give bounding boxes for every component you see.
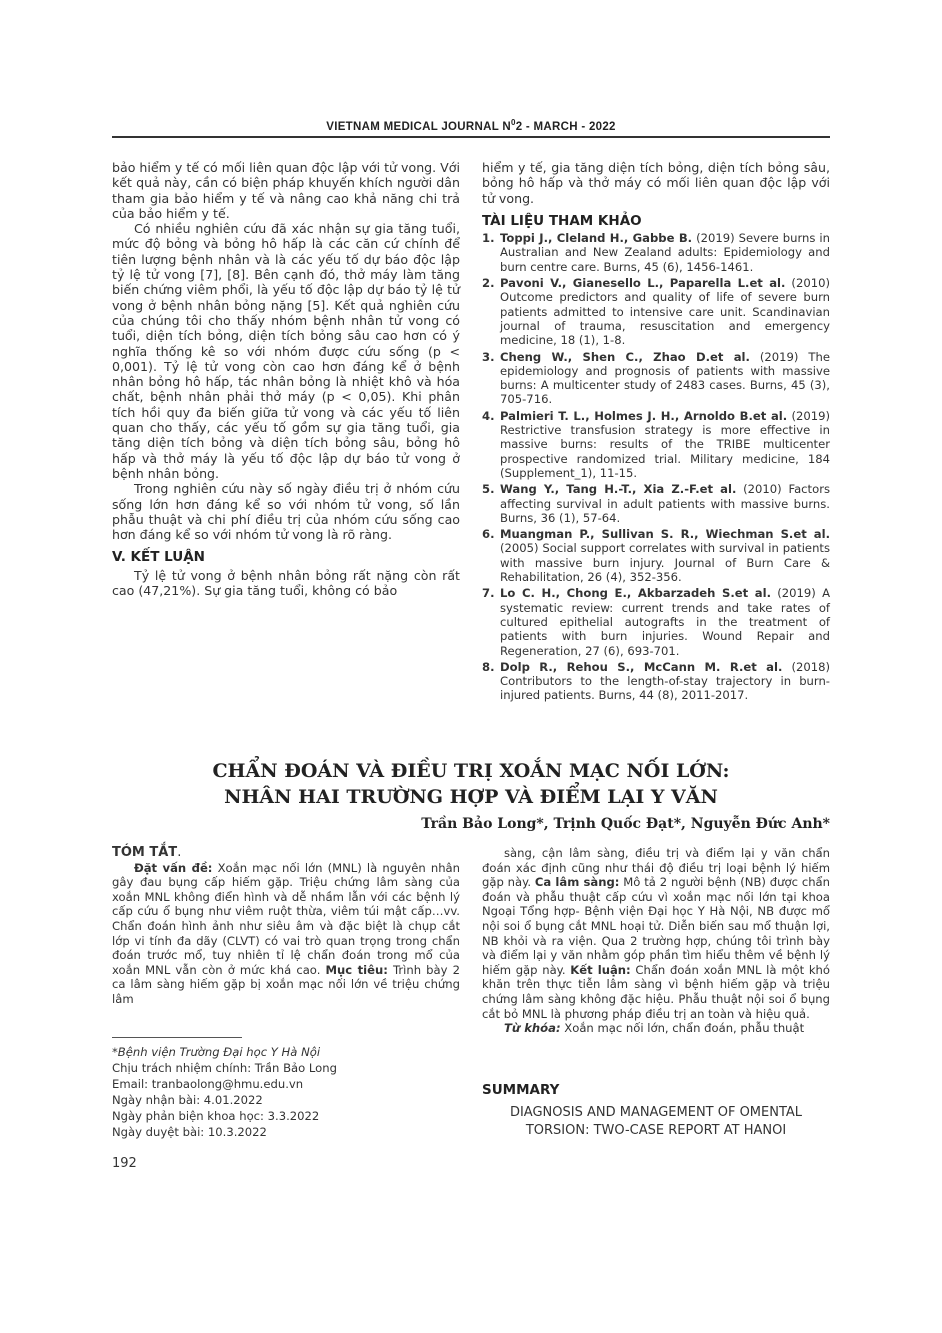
reference-details: (2019) A systematic review: current trends and take rates of cultured epithelial autografts in the treatment of patients with burn injuries. Wound Repair and Regeneration, 27 (6), 693-701. [500,586,830,658]
right-column [482,160,830,705]
summary-title [482,1104,830,1139]
article-title [112,758,830,810]
article-title-line-2: NHÂN HAI TRƯỜNG HỢP VÀ ĐIỂM LẠI Y VĂN [224,786,718,808]
reference-number: 3. [482,349,495,364]
reference-item [482,276,830,347]
reference-details: (2010) Factors affecting survival in adult patients with massive burns. Burns, 36 (1), 57-64. [500,482,830,525]
reference-authors: Cheng W., Shen C., Zhao D.et al. [500,349,750,364]
reference-item [482,660,830,703]
reference-number: 6. [482,527,495,542]
section-heading-references: TÀI LIỆU THAM KHẢO [482,212,642,229]
reference-text [500,350,830,407]
footnote-rule [112,1037,242,1038]
summary-heading: SUMMARY [482,1082,560,1098]
reference-authors: Palmieri T. L., Holmes J. H., Arnoldo B.et al. [500,408,788,423]
reference-text [500,276,830,347]
article-title-line-1: CHẨN ĐOÁN VÀ ĐIỀU TRỊ XOẮN MẠC NỐI LỚN: [212,760,730,782]
footnote-corresponding: Chịu trách nhiệm chính: Trần Bảo Long [112,1061,337,1075]
reference-text [500,586,830,657]
reference-details: (2005) Social support correlates with survival in patients with massive burn injury. Journal of Burn Care & Rehabilitation, 26 (4), 352-356. [500,541,830,585]
summary-title-line-2: TORSION: TWO-CASE REPORT AT HANOI [525,1122,787,1138]
reference-item [482,482,830,525]
reference-number: 5. [482,482,495,497]
reference-item [482,586,830,657]
page-number: 192 [112,1156,137,1171]
paragraph: Có nhiều nghiên cứu đã xác nhận sự gia tăng tuổi, mức độ bỏng và bỏng hô hấp là các căn cứ chính để tiên lượng bệnh nhân và là các yếu tố dự báo độc lập tỷ lệ tử vong [7], [8]. Bên cạnh đó, thở máy làm tăng biến chứng viêm phổi, là yếu tố độc lập dự báo tỷ lệ tử vong ở bệnh nhân bỏng nặng [5]. Kết quả nghiên cứu của chúng tôi cho thấy nhóm bệnh nhân tử vong có tuổi, diện tích bỏng, diện tích bỏng sâu cao hơn có ý nghĩa thống kê so với nhóm được cứu sống (p < 0,001). Tỷ lệ tử vong còn cao hơn đáng kể ở bệnh nhân bỏng hô hấp, tác nhân bỏng là nhiệt khô và hóa chất, bệnh nhân phải thở máy (p < 0,05). Khi phân tích hồi quy đa biến giữa tử vong và các yếu tố liên quan cho thấy, các yếu tố gồm sự gia tăng tuổi, gia tăng diện tích bỏng và diện tích bỏng sâu, bỏng hô hấp và thở máy là yếu tố độc lập dự báo tử vong ở bệnh nhân bỏng. [112,221,460,481]
abstract-label-cases: Ca lâm sàng: [534,875,620,890]
journal-running-header [112,118,830,133]
reference-text [500,231,830,274]
reference-authors: Toppi J., Cleland H., Gabbe B. [500,231,693,246]
reference-details: (2019) Restrictive transfusion strategy is more effective in massive burns: results of the TRIBE multicenter prospective randomized trial. Military medicine, 184 (Supplement_1), 11-15. [500,408,830,480]
reference-number: 2. [482,276,495,291]
reference-details: (2018) Contributors to the length-of-stay trajectory in burn-injured patients. Burns, 44 (8), 2011-2017. [500,659,830,703]
abstract-keywords [482,1021,830,1036]
paragraph: hiểm y tế, gia tăng diện tích bỏng, diện tích bỏng sâu, bỏng hô hấp và thở máy có mối liên quan độc lập với tử vong. [482,160,830,206]
abstract-paragraph [112,861,460,1007]
abstract-background-text: Xoắn mạc nối lớn (MNL) là nguyên nhân gây đau bụng cấp hiếm gặp. Triệu chứng lâm sàng của xoắn MNL không điển hình và dễ nhầm lẫn với các bệnh lý cấp cứu ổ bụng như viêm ruột thừa, viêm túi mật cấp…vv. Chẩn đoán hình ảnh như siêu âm và đặc biệt là chụp cắt lớp vi tính đa dãy (CLVT) có vai trò quan trọng trong chẩn đoán trước mổ, tuy nhiên tỉ lệ chẩn đoán trong mổ của xoắn MNL vẫn còn ở mức khá cao. [112,860,460,977]
article-authors: Trần Bảo Long*, Trịnh Quốc Đạt*, Nguyễn Đức Anh* [421,816,830,832]
abstract-left-column [112,846,460,1007]
footnotes [112,1044,460,1140]
reference-text [500,660,830,703]
reference-text [500,482,830,525]
summary-title-line-1: DIAGNOSIS AND MANAGEMENT OF OMENTAL [509,1105,803,1120]
reference-details: (2019) Severe burns in Australian and New Zealand adults: Epidemiology and burn centre care. Burns, 45 (6), 1456-1461. [500,231,830,274]
abstract-paragraph [482,846,830,1021]
reference-item [482,350,830,407]
reference-number: 4. [482,408,495,423]
abstract-right-column [482,846,830,1036]
abstract-heading [112,846,460,861]
section-heading-conclusion: V. KẾT LUẬN [112,549,205,566]
footnote-email: Email: tranbaolong@hmu.edu.vn [112,1077,304,1091]
reference-number: 7. [482,586,495,601]
abstract-conclusion-text: Chẩn đoán xoắn MNL là một khó khăn trên thực tiễn lâm sàng vì bệnh hiếm gặp và triệu chứng lâm sàng không đặc hiệu. Phẫu thuật nội soi ổ bụng cắt bỏ MNL là phương pháp điều trị an toàn và hiệu quả. [482,962,830,1021]
reference-details: (2010) Outcome predictors and quality of life of severe burn patients admitted to intensive care unit. Scandinavian journal of trauma, resuscitation and emergency medicine, 18 (1), 1-8. [500,276,830,348]
abstract-label-objective: Mục tiêu: [325,962,388,977]
journal-name: VIETNAM MEDICAL JOURNAL N [326,120,511,133]
reference-authors: Wang Y., Tang H.-T., Xia Z.-F.et al. [500,482,737,497]
abstract-label-background: Đặt vấn đề: [134,860,213,875]
reference-authors: Pavoni V., Gianesello L., Paparella L.et al. [500,276,786,291]
abstract-heading-dot: . [177,845,182,860]
abstract-label-conclusion: Kết luận: [570,962,631,977]
reference-text [500,527,830,584]
footnote-affiliation: *Bệnh viện Trường Đại học Y Hà Nội [112,1045,321,1059]
abstract-label-keywords: Từ khóa: [504,1021,561,1036]
reference-authors: Dolp R., Rehou S., McCann M. R.et al. [500,659,783,674]
reference-number: 8. [482,659,495,674]
left-column [112,160,460,598]
abstract-continuation-text: sàng, cận lâm sàng, điều trị và điểm lại y văn chẩn đoán xác định cũng như thái độ điều trị loại bệnh lý hiếm gặp này. [482,846,830,890]
paragraph: bảo hiểm y tế có mối liên quan độc lập với tử vong. Với kết quả này, cần có biện pháp khuyến khích người dân tham gia bảo hiểm y tế và nâng cao khả năng chi trả của bảo hiểm y tế. [112,160,460,221]
abstract-heading-text: TÓM TẮT [112,845,178,860]
abstract-objective-text: Trình bày 2 ca lâm sàng hiếm gặp bị xoắn mạc nối lớn về triệu chứng lâm [112,962,460,1006]
footnote-reviewed: Ngày phản biện khoa học: 3.3.2022 [112,1109,320,1123]
paragraph: Trong nghiên cứu này số ngày điều trị ở nhóm cứu sống lớn hơn đáng kể so với nhóm tử vong, số lần phẫu thuật và chi phí điều trị của nhóm cứu sống cao hơn đáng kể so với nhóm tử vong là rõ ràng. [112,481,460,543]
reference-item [482,231,830,274]
reference-number: 1. [482,231,495,246]
footnote-accepted: Ngày duyệt bài: 10.3.2022 [112,1125,267,1139]
reference-list [482,231,830,703]
reference-item [482,527,830,584]
header-rule [112,136,830,138]
abstract-keywords-text: Xoắn mạc nối lớn, chẩn đoán, phẫu thuật [560,1021,805,1036]
footnote-received: Ngày nhận bài: 4.01.2022 [112,1093,263,1107]
paragraph: Tỷ lệ tử vong ở bệnh nhân bỏng rất nặng còn rất cao (47,21%). Sự gia tăng tuổi, không có bảo [112,567,460,599]
reference-authors: Lo C. H., Chong E., Akbarzadeh S.et al. [500,586,771,601]
abstract-cases-text: Mô tả 2 người bệnh (NB) được chẩn đoán và phẫu thuật cấp cứu vì xoắn mạc nối lớn tại khoa Ngoại Tổng hợp- Bệnh viện Đại học Y Hà Nội, NB được mổ nội soi ổ bụng cắt MNL hoại tử. Diễn biến sau mổ thuận lợi, NB khỏi và ra viện. Qua 2 trường hợp, chúng tôi trình bày và điểm lại y văn nhằm góp phần tìm hiểu thêm về bệnh lý hiếm gặp này. [482,875,830,977]
reference-authors: Muangman P., Sullivan S. R., Wiechman S.et al. [500,527,830,542]
issue-superscript: 0 [510,118,516,127]
reference-text [500,409,830,480]
journal-issue: 2 - MARCH - 2022 [515,120,616,133]
reference-details: (2019) The epidemiology and prognosis of patients with massive burns: A multicenter study of 2483 cases. Burns, 45 (3), 705-716. [500,349,830,407]
reference-item [482,409,830,480]
